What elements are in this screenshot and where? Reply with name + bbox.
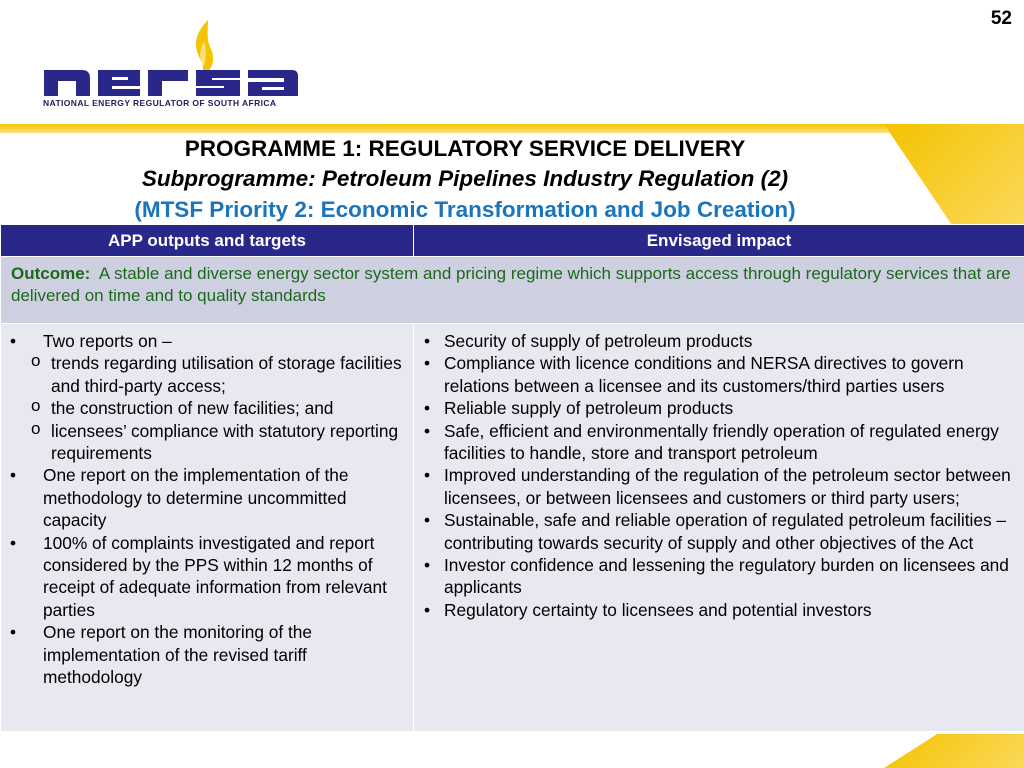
header-app-outputs: APP outputs and targets: [1, 225, 414, 257]
list-item: • Safe, efficient and environmentally friendly operation of regulated energy facilities to handle, store and transport petroleum: [422, 420, 1016, 465]
page-subtitle: Subprogramme: Petroleum Pipelines Industry Regulation (2): [141, 166, 789, 191]
sub-list: [31, 352, 405, 464]
nersa-logo: [40, 20, 310, 110]
outcome-text: A stable and diverse energy sector system and pricing regime which supports access through regulatory services that are delivered on time and to quality standards: [11, 264, 1011, 305]
list-item: • Improved understanding of the regulation of the petroleum sector between licensees, or between licensees and customers or third party users;: [422, 464, 1016, 509]
list-item: • Sustainable, safe and reliable operation of regulated petroleum facilities – contributing towards security of supply and other objectives of the Act: [422, 509, 1016, 554]
impact-list: [422, 330, 1016, 621]
impact-cell: [414, 323, 1024, 731]
programme-table: [0, 224, 1024, 732]
table-header-row: [1, 225, 1024, 257]
content-row: [1, 323, 1024, 731]
list-item: o trends regarding utilisation of storage facilities and third-party access;: [31, 352, 405, 397]
list-item: • Investor confidence and lessening the regulatory burden on licensees and applicants: [422, 554, 1016, 599]
decorative-wedge-bottom: [884, 734, 1024, 768]
outputs-cell: [1, 323, 414, 731]
list-item: • One report on the monitoring of the implementation of the revised tariff methodology: [9, 621, 405, 688]
list-item: o licensees’ compliance with statutory reporting requirements: [31, 420, 405, 465]
list-item: • One report on the implementation of the methodology to determine uncommitted capacity: [9, 464, 405, 531]
outcome-row: [1, 257, 1024, 324]
outcome-cell: [1, 257, 1024, 324]
list-item: • Compliance with licence conditions and NERSA directives to govern relations between a licensee and its customers/third parties users: [422, 352, 1016, 397]
list-item: o the construction of new facilities; and: [31, 397, 405, 419]
heading-block: [0, 134, 930, 225]
list-item: • 100% of complaints investigated and report considered by the PPS within 12 months of receipt of adequate information from relevant parties: [9, 532, 405, 622]
nersa-logo-icon: [40, 20, 310, 100]
mtsf-priority: (MTSF Priority 2: Economic Transformation and Job Creation): [134, 197, 796, 222]
list-item: • Reliable supply of petroleum products: [422, 397, 1016, 419]
slide-number: 52: [990, 8, 1012, 29]
outcome-label: Outcome:: [11, 264, 91, 283]
list-item: • Security of supply of petroleum products: [422, 330, 1016, 352]
list-item: • Two reports on – o trends regarding utilisation of storage facilities and third-party access; o the construction of new facilities; and o licensees’ compliance with statutory reporting requirements: [9, 330, 405, 464]
header-envisaged-impact: Envisaged impact: [414, 225, 1024, 257]
logo-tagline: NATIONAL ENERGY REGULATOR OF SOUTH AFRICA: [43, 98, 277, 108]
decorative-band: [0, 124, 1024, 133]
page-title: PROGRAMME 1: REGULATORY SERVICE DELIVERY: [184, 136, 746, 161]
outputs-list: [9, 330, 405, 689]
list-item: • Regulatory certainty to licensees and potential investors: [422, 599, 1016, 621]
